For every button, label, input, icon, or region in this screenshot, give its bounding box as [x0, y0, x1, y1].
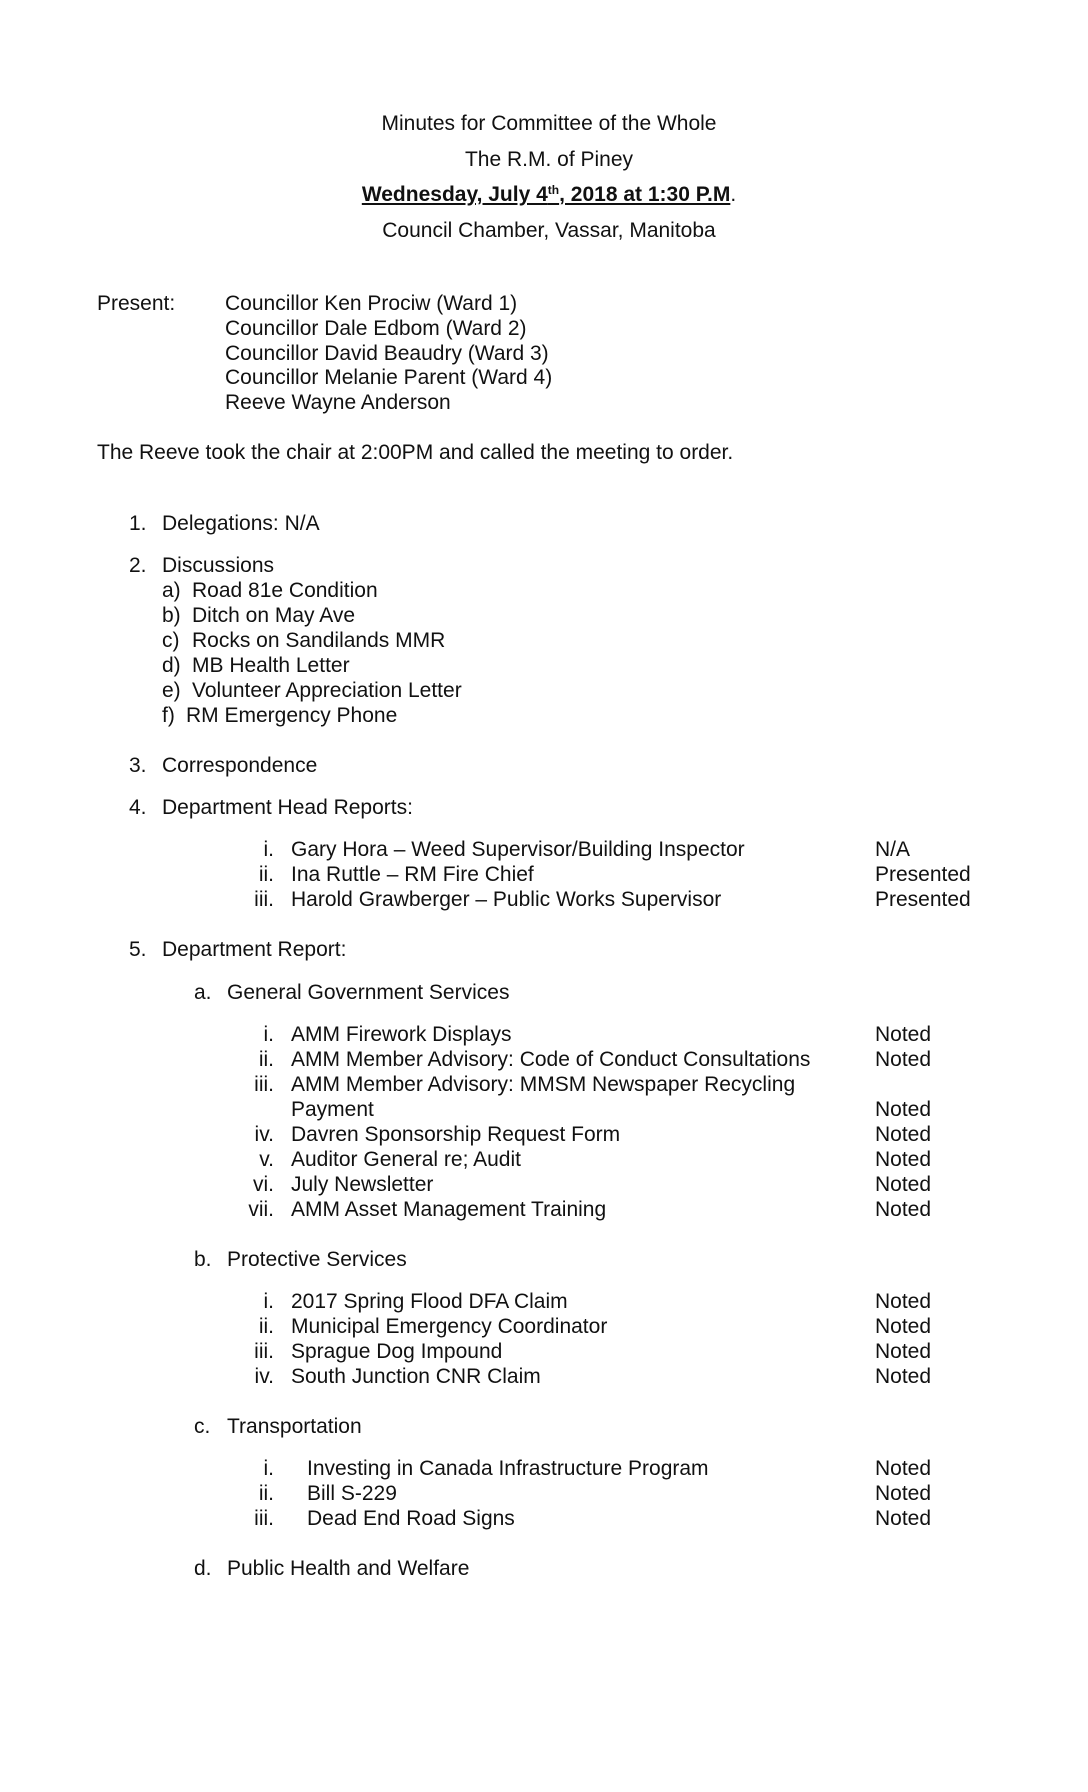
roman-numeral: vii. — [248, 1198, 274, 1221]
roman-numeral: ii. — [258, 1048, 274, 1071]
report-text: AMM Asset Management Training — [291, 1198, 607, 1221]
meeting-date: Wednesday, July 4th, 2018 at 1:30 P.M. — [361, 183, 737, 206]
report-text: July Newsletter — [291, 1173, 434, 1196]
report-text: Gary Hora – Weed Supervisor/Building Inspector — [291, 838, 745, 861]
report-text: Auditor General re; Audit — [291, 1148, 521, 1171]
meeting-location: Council Chamber, Vassar, Manitoba — [382, 219, 716, 242]
report-text: Sprague Dog Impound — [291, 1340, 503, 1363]
report-status: Noted — [875, 1340, 932, 1363]
roman-numeral: i. — [263, 1457, 274, 1480]
section-letter: c. — [194, 1415, 211, 1438]
section-general-government: General Government Services — [227, 981, 510, 1004]
roman-numeral: i. — [263, 838, 274, 861]
report-text: Investing in Canada Infrastructure Program — [307, 1457, 709, 1480]
sub-item-letter: d) — [162, 654, 181, 677]
sub-item-letter: a) — [162, 579, 181, 602]
report-status: N/A — [875, 838, 911, 861]
present-label: Present: — [97, 292, 176, 315]
sub-item-text: Volunteer Appreciation Letter — [192, 679, 462, 702]
roman-numeral: iii. — [254, 888, 274, 911]
section-letter: d. — [194, 1557, 212, 1580]
report-status: Noted — [875, 1048, 932, 1071]
roman-numeral: vi. — [253, 1173, 274, 1196]
roman-numeral: ii. — [258, 1482, 274, 1505]
item-number: 3. — [129, 754, 147, 777]
item-correspondence: Correspondence — [162, 754, 318, 777]
report-status: Presented — [875, 863, 971, 886]
sub-item-text: Rocks on Sandilands MMR — [192, 629, 446, 652]
sub-item-text: MB Health Letter — [192, 654, 350, 677]
section-transportation: Transportation — [227, 1415, 362, 1438]
report-text: AMM Member Advisory: MMSM Newspaper Recycling — [291, 1073, 796, 1096]
roman-numeral: i. — [263, 1023, 274, 1046]
report-text: South Junction CNR Claim — [291, 1365, 541, 1388]
report-status: Noted — [875, 1457, 932, 1480]
sub-item-text: RM Emergency Phone — [186, 704, 398, 727]
report-status: Noted — [875, 1290, 932, 1313]
report-text: Harold Grawberger – Public Works Supervisor — [291, 888, 722, 911]
roman-numeral: ii. — [258, 863, 274, 886]
roman-numeral: iii. — [254, 1340, 274, 1363]
item-department-report: Department Report: — [162, 938, 347, 961]
report-status: Noted — [875, 1148, 932, 1171]
report-status: Noted — [875, 1123, 932, 1146]
item-number: 4. — [129, 796, 147, 819]
sub-item-letter: e) — [162, 679, 181, 702]
report-text: 2017 Spring Flood DFA Claim — [291, 1290, 568, 1313]
section-public-health: Public Health and Welfare — [227, 1557, 470, 1580]
roman-numeral: iii. — [254, 1073, 274, 1096]
roman-numeral: ii. — [258, 1315, 274, 1338]
report-text: AMM Firework Displays — [291, 1023, 512, 1046]
report-text: Municipal Emergency Coordinator — [291, 1315, 608, 1338]
report-status: Noted — [875, 1365, 932, 1388]
item-number: 2. — [129, 554, 147, 577]
report-text-continued: Payment — [291, 1098, 374, 1121]
roman-numeral: iv. — [254, 1365, 274, 1388]
sub-item-letter: c) — [162, 629, 180, 652]
item-discussions: Discussions — [162, 554, 275, 577]
present-member: Councillor Melanie Parent (Ward 4) — [225, 366, 553, 389]
present-member: Reeve Wayne Anderson — [225, 391, 451, 414]
report-text: Davren Sponsorship Request Form — [291, 1123, 621, 1146]
report-status: Noted — [875, 1507, 932, 1530]
report-status: Noted — [875, 1023, 932, 1046]
roman-numeral: iv. — [254, 1123, 274, 1146]
roman-numeral: iii. — [254, 1507, 274, 1530]
sub-item-text: Ditch on May Ave — [192, 604, 356, 627]
document-title: Minutes for Committee of the Whole — [381, 112, 717, 135]
item-number: 1. — [129, 512, 147, 535]
call-to-order: The Reeve took the chair at 2:00PM and called the meeting to order. — [97, 441, 734, 464]
roman-numeral: v. — [259, 1148, 274, 1171]
report-status: Noted — [875, 1198, 932, 1221]
section-letter: b. — [194, 1248, 212, 1271]
report-status: Noted — [875, 1482, 932, 1505]
report-status: Noted — [875, 1315, 932, 1338]
section-letter: a. — [194, 981, 212, 1004]
roman-numeral: i. — [263, 1290, 274, 1313]
sub-item-letter: b) — [162, 604, 181, 627]
section-protective-services: Protective Services — [227, 1248, 407, 1271]
report-status: Noted — [875, 1173, 932, 1196]
item-delegations: Delegations: N/A — [162, 512, 320, 535]
report-text: AMM Member Advisory: Code of Conduct Consultations — [291, 1048, 811, 1071]
present-member: Councillor Dale Edbom (Ward 2) — [225, 317, 527, 340]
report-status: Noted — [875, 1098, 932, 1121]
municipality-name: The R.M. of Piney — [464, 148, 634, 171]
present-member: Councillor David Beaudry (Ward 3) — [225, 342, 549, 365]
sub-item-letter: f) — [162, 704, 175, 727]
report-status: Presented — [875, 888, 971, 911]
report-text: Dead End Road Signs — [307, 1507, 515, 1530]
sub-item-text: Road 81e Condition — [192, 579, 378, 602]
item-department-head-reports: Department Head Reports: — [162, 796, 413, 819]
present-member: Councillor Ken Prociw (Ward 1) — [225, 292, 518, 315]
item-number: 5. — [129, 938, 147, 961]
report-text: Ina Ruttle – RM Fire Chief — [291, 863, 534, 886]
report-text: Bill S-229 — [307, 1482, 397, 1505]
